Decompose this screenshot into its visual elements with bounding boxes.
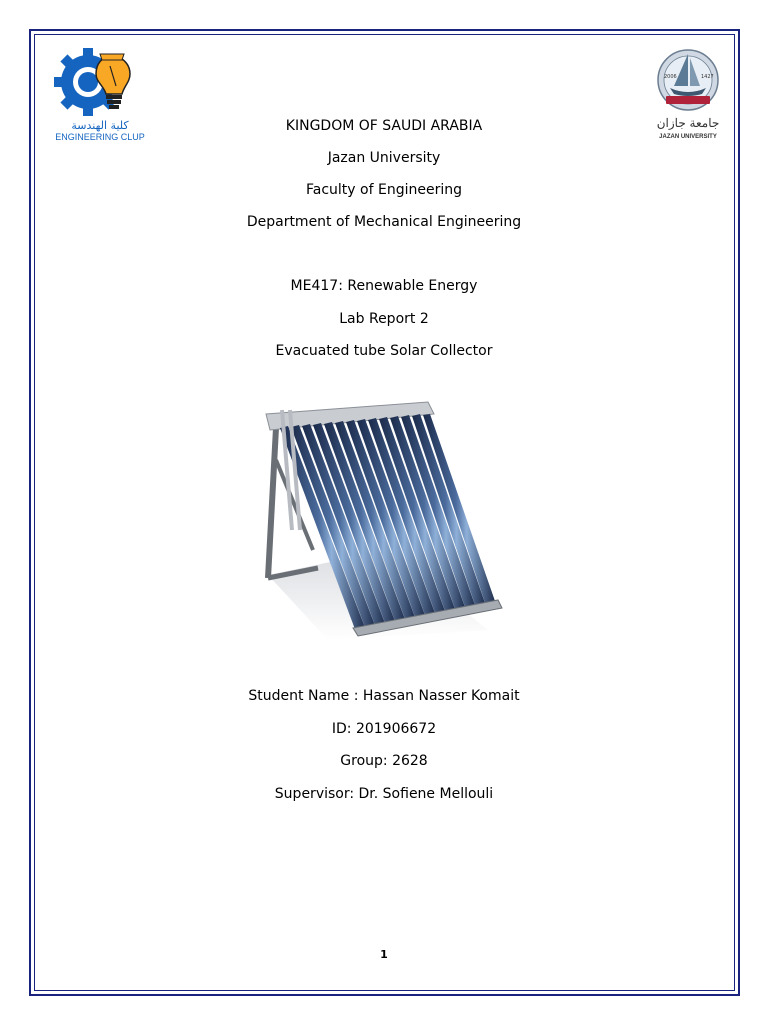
university-english-text: JAZAN UNIVERSITY: [659, 134, 717, 140]
student-name-line: Student Name : Hassan Nasser Komait: [248, 688, 520, 704]
topic-line: Evacuated tube Solar Collector: [275, 343, 493, 359]
solar-collector-image: [258, 400, 508, 645]
page-number: 1: [380, 948, 388, 961]
report-line: Lab Report 2: [339, 311, 429, 327]
svg-text:1427: 1427: [701, 74, 714, 80]
logo-arabic-text: كلية الهندسة: [71, 119, 129, 132]
country-line: KINGDOM OF SAUDI ARABIA: [285, 118, 483, 134]
svg-text:2006: 2006: [664, 74, 677, 80]
group-line: Group: 2628: [340, 753, 428, 769]
department-line: Department of Mechanical Engineering: [246, 214, 522, 230]
university-line: Jazan University: [327, 150, 441, 166]
supervisor-line: Supervisor: Dr. Sofiene Mellouli: [274, 786, 494, 802]
logo-english-text: ENGINEERING CLUP: [55, 132, 145, 142]
university-arabic-text: جامعة جازان: [656, 116, 720, 130]
faculty-line: Faculty of Engineering: [306, 182, 462, 198]
student-id-line: ID: 201906672: [331, 721, 437, 737]
course-line: ME417: Renewable Energy: [290, 278, 478, 294]
